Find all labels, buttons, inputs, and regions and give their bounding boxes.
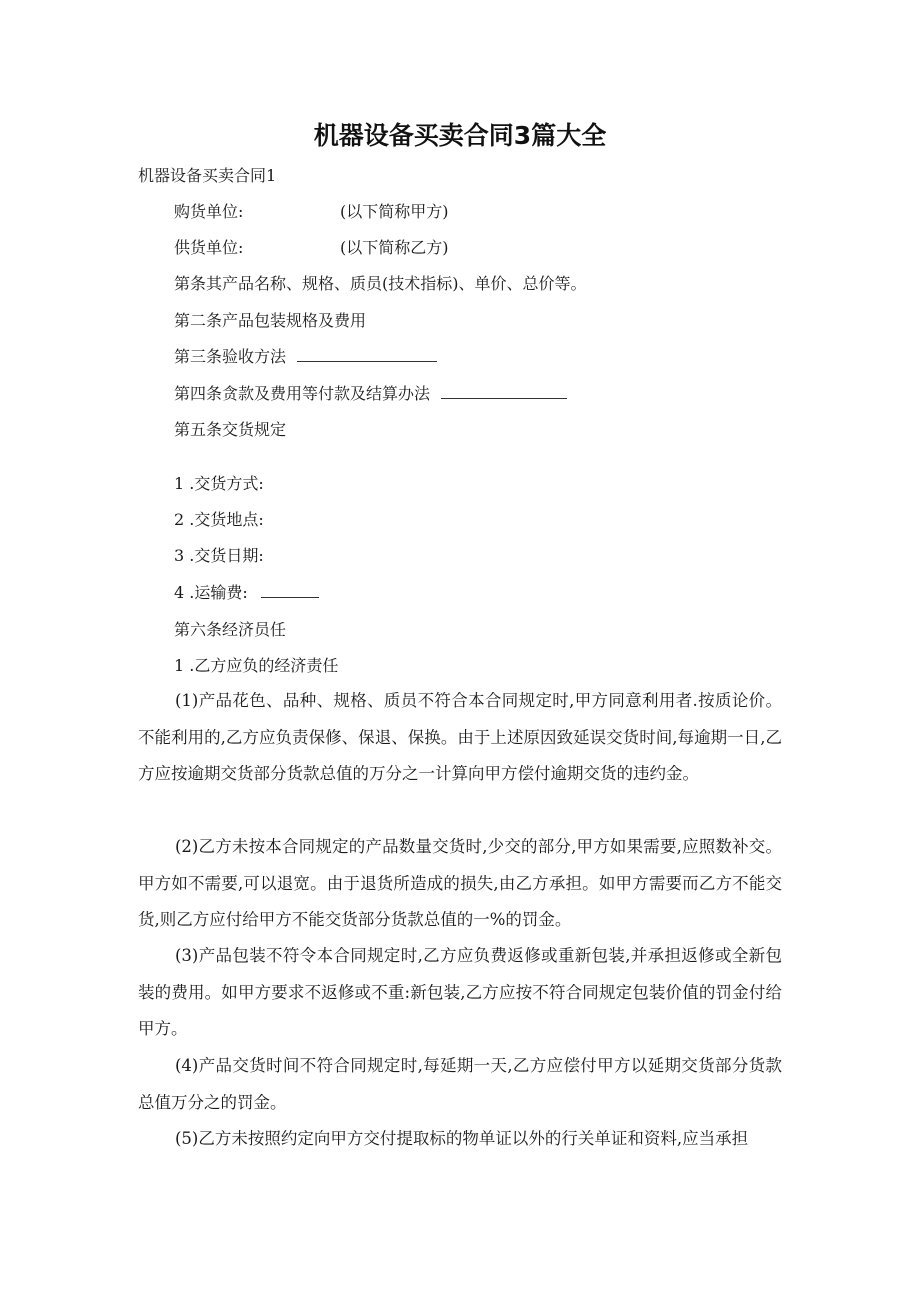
clause-6: 第六条经济员任 [174,620,287,639]
fill-blank-line [441,384,567,399]
paragraph-5: (5)乙方未按照约定向甲方交付提取标的物单证以外的行关单证和资料,应当承担 [175,1129,749,1148]
document-title: 机器设备买卖合同3篇大全 [313,121,607,150]
clause-5: 第五条交货规定 [174,420,287,439]
delivery-item-3: 3 .交货日期: [174,546,264,565]
seller-label: 供货单位: [174,238,244,257]
seller-note: (以下简称乙方) [340,238,449,257]
contract-subtitle: 机器设备买卖合同1 [138,166,277,185]
clause-3 [174,347,437,367]
paragraph-3: (3)产品包装不符令本合同规定时,乙方应负费返修或重新包装,并承担返修或全新包装的费用。如甲方要求不返修或不重:新包装,乙方应按不符合同规定包装价值的罚金付给甲方。 [138,946,782,1038]
paragraph-2: (2)乙方未按本合同规定的产品数量交货时,少交的部分,甲方如果需要,应照数补交。甲方如不需要,可以退宽。由于退货所造成的损失,由乙方承担。如甲方需要而乙方不能交货,则乙方应付给甲方不能交货部分货款总值的一%的罚金。 [138,837,782,929]
clause-4-text: 第四条贪款及费用等付款及结算办法 [174,384,431,403]
clause-4 [174,384,567,404]
clause-3-text: 第三条验收方法 [174,347,287,366]
delivery-item-2: 2 .交货地点: [174,510,264,529]
delivery-item-4-text: 4 .运输费: [174,583,248,602]
delivery-item-1: 1 .交货方式: [174,474,264,493]
delivery-item-4 [174,583,319,603]
clause-1: 第条其产品名称、规格、质员(技术指标)、单价、总价等。 [174,274,587,293]
fill-blank-line [261,583,319,598]
fill-blank-line [297,347,437,362]
buyer-note: (以下简称甲方) [340,202,449,221]
buyer-label: 购货单位: [174,202,244,221]
paragraph-4: (4)产品交货时间不符合同规定时,每延期一天,乙方应偿付甲方以延期交货部分货款总值万分之的罚金。 [138,1056,782,1112]
clause-2: 第二条产品包装规格及费用 [174,311,367,330]
paragraph-1: (1)产品花色、品种、规格、质员不符合本合同规定时,甲方同意利用者.按质论价。不能利用的,乙方应负责保修、保退、保换。由于上述原因致延误交货时间,每逾期一日,乙方应按逾期交货部分货款总值的万分之一计算向甲方偿付逾期交货的违约金。 [138,691,782,783]
clause-6-item-1: 1 .乙方应负的经济责任 [174,656,339,675]
